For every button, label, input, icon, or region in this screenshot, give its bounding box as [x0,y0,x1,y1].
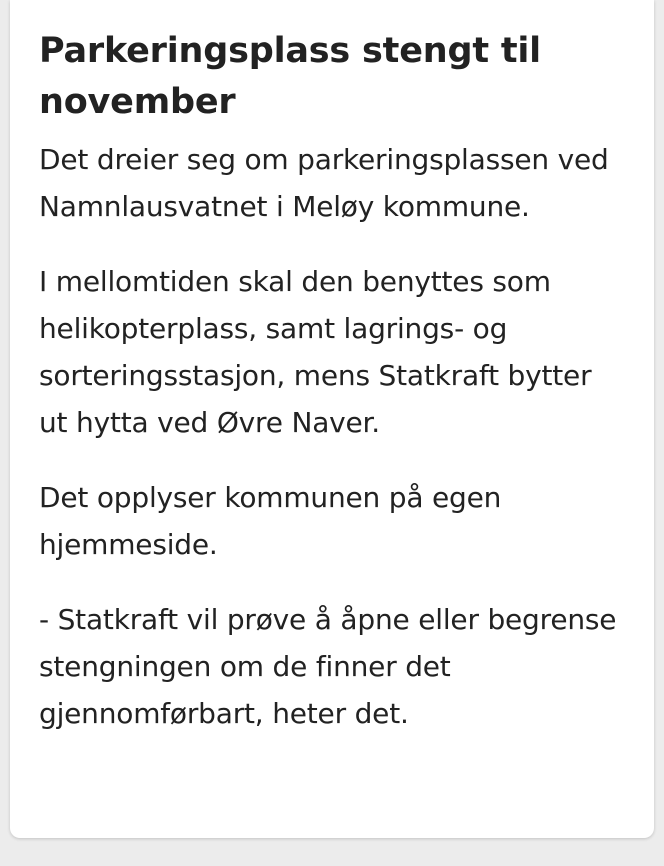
article-paragraph: - Statkraft vil prøve å åpne eller begrense stengningen om de finner det gjennomførbart, heter det. [39,603,617,730]
article-title: Parkeringsplass stengt til november [39,31,541,122]
article-paragraph: Det opplyser kommunen på egen hjemmeside. [39,481,502,561]
article-paragraph: Det dreier seg om parkeringsplassen ved Namnlausvatnet i Meløy kommune. [39,143,609,223]
article-paragraph: I mellomtiden skal den benyttes som helikopterplass, samt lagrings- og sorteringsstasjon, mens Statkraft bytter ut hytta ved Øvre Naver. [39,265,592,439]
article-card [10,0,654,838]
